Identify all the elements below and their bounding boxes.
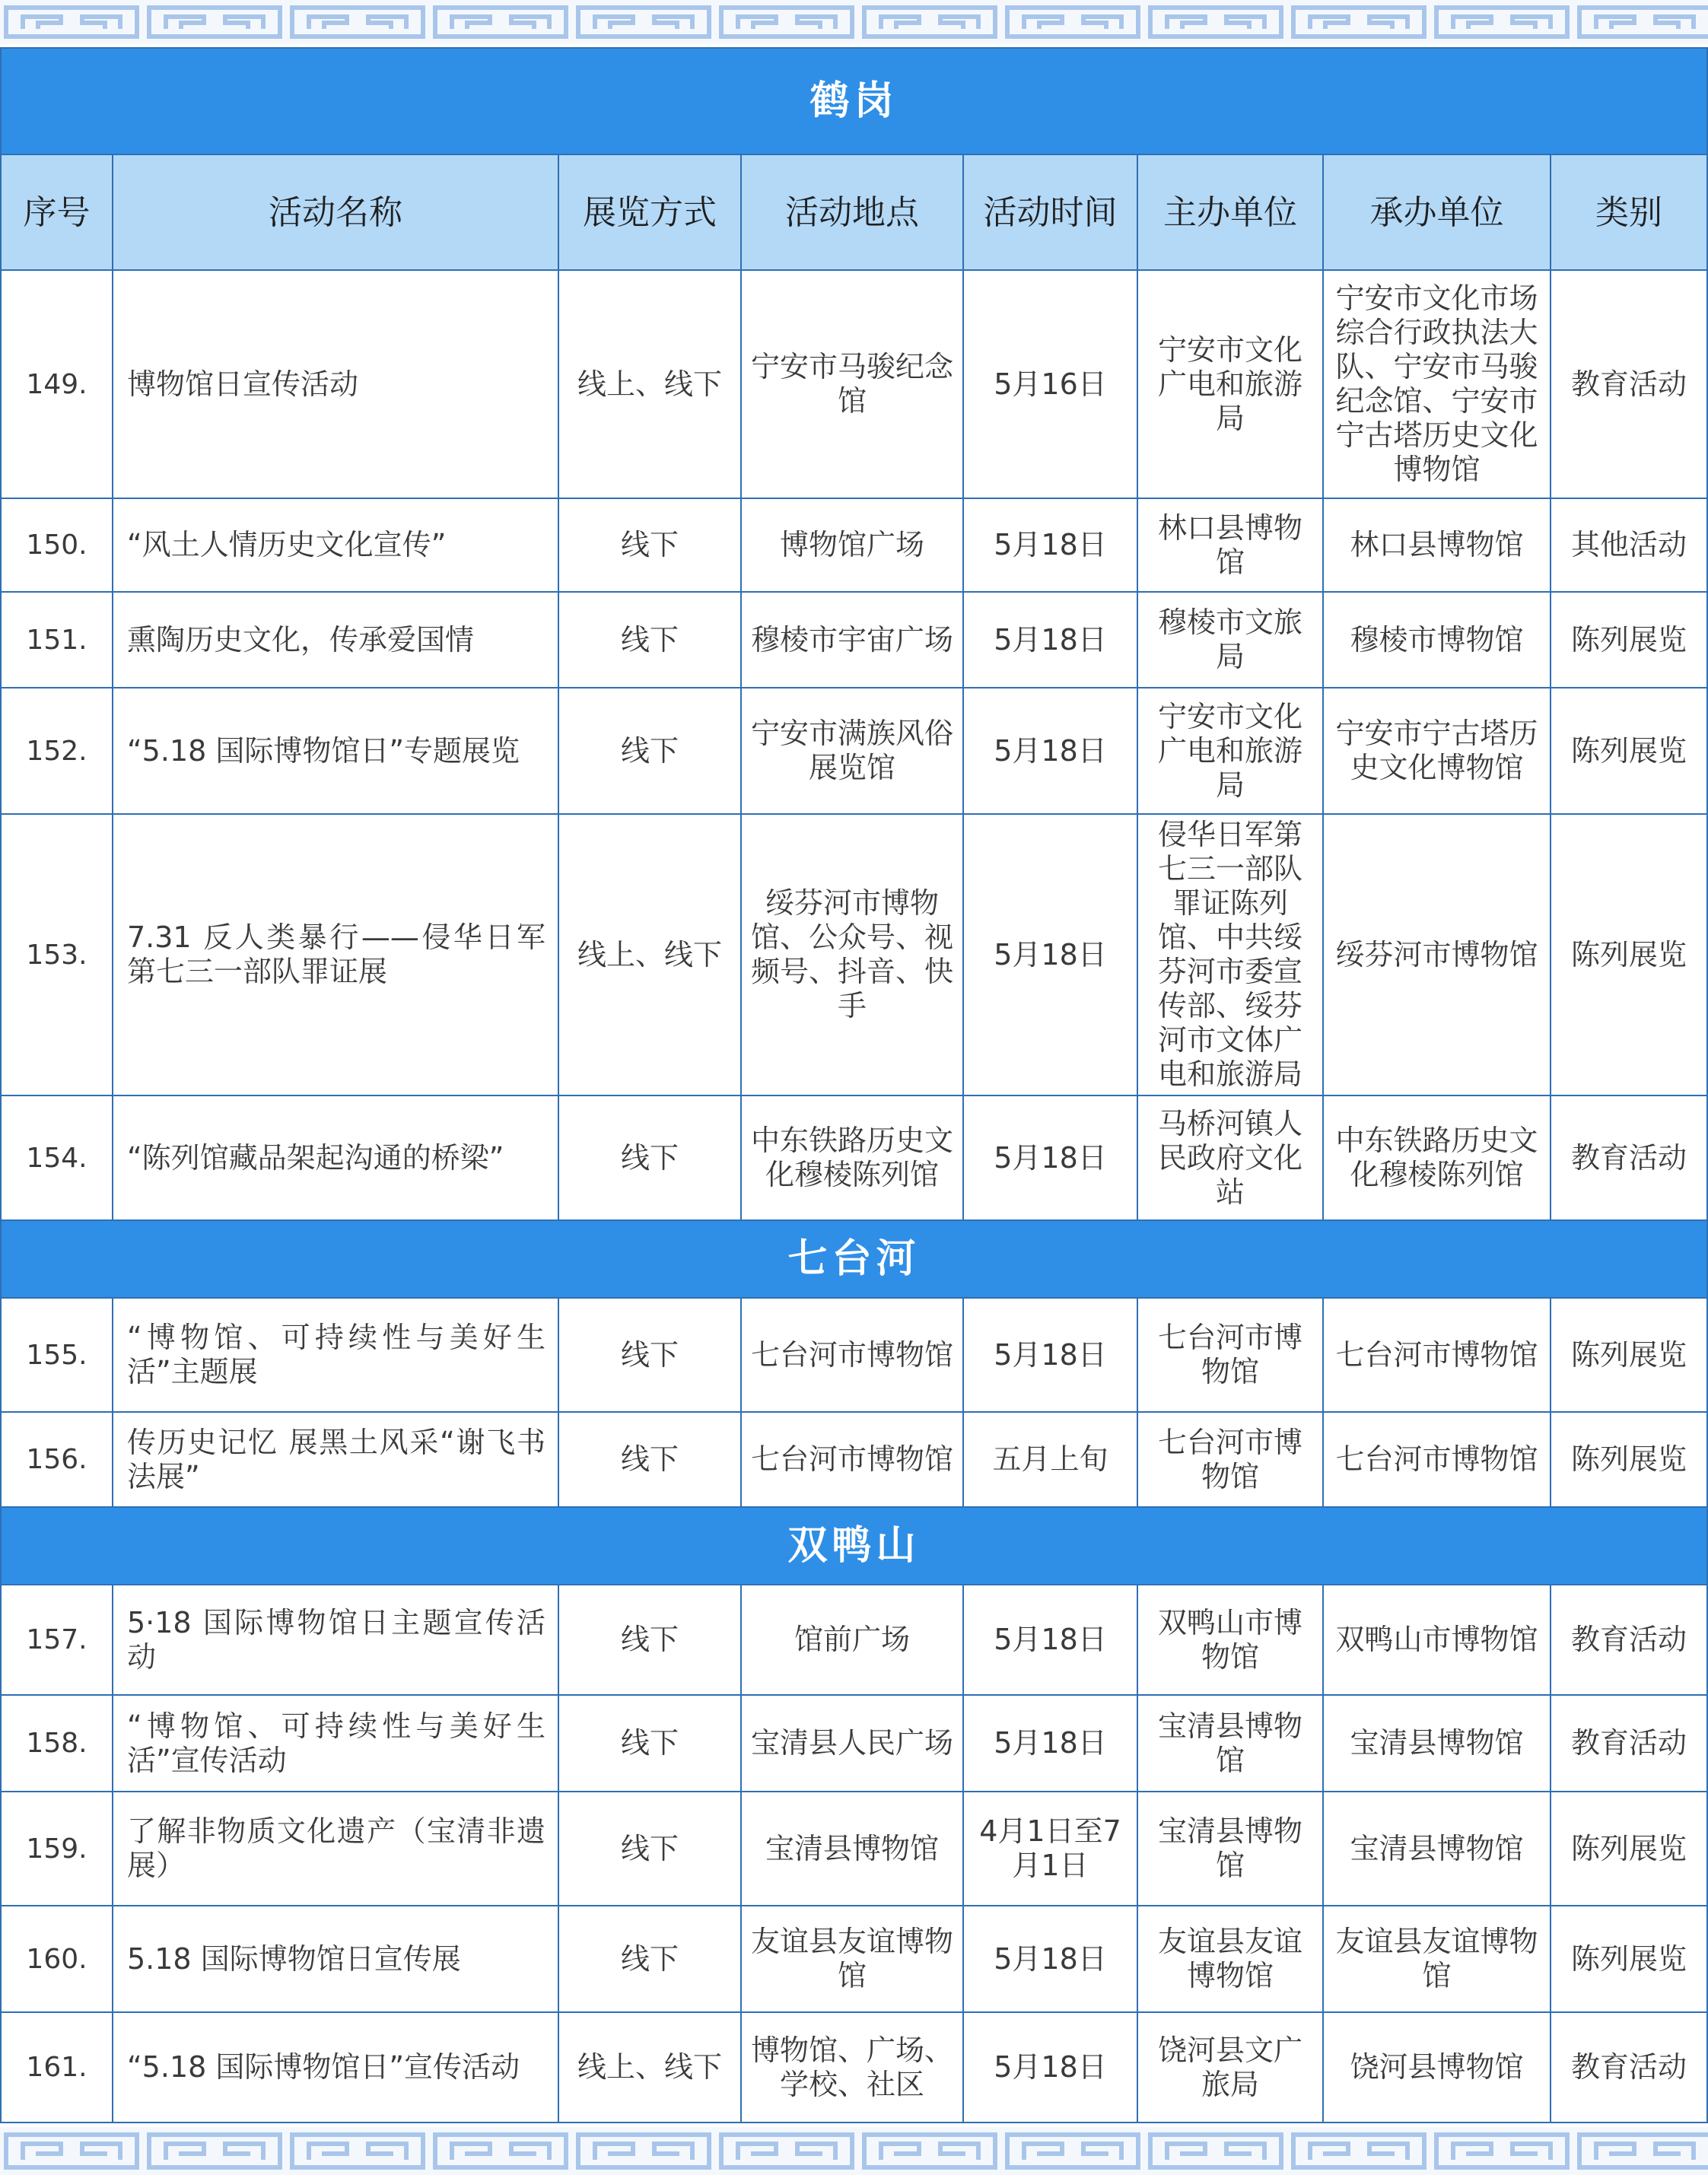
header-organizer: 承办单位	[1323, 154, 1551, 270]
cell-organizer: 宁安市宁古塔历史文化博物馆	[1323, 688, 1551, 814]
cell-mode: 线下	[558, 1298, 741, 1412]
cell-organizer: 双鸭山市博物馆	[1323, 1585, 1551, 1695]
region-title: 七台河	[1, 1220, 1707, 1298]
cell-time: 5月18日	[963, 688, 1137, 814]
cell-no: 151.	[1, 592, 113, 688]
table-row	[1, 1585, 1707, 1695]
region-row	[1, 1220, 1707, 1298]
cell-name: 熏陶历史文化，传承爱国情	[113, 592, 558, 688]
cell-time: 五月上旬	[963, 1412, 1137, 1507]
table-row	[1, 1095, 1707, 1220]
cell-host: 七台河市博物馆	[1137, 1412, 1323, 1507]
header-row	[1, 154, 1707, 270]
cell-place: 宁安市满族风俗展览馆	[741, 688, 963, 814]
cell-no: 153.	[1, 814, 113, 1095]
table-row	[1, 1412, 1707, 1507]
cell-name: 5·18 国际博物馆日主题宣传活动	[113, 1585, 558, 1695]
cell-time: 4月1日至7月1日	[963, 1792, 1137, 1906]
cell-organizer: 友谊县友谊博物馆	[1323, 1906, 1551, 2012]
cell-no: 160.	[1, 1906, 113, 2012]
table-row	[1, 688, 1707, 814]
cell-time: 5月18日	[963, 1906, 1137, 2012]
header-mode: 展览方式	[558, 154, 741, 270]
cell-mode: 线下	[558, 498, 741, 592]
cell-host: 饶河县文广旅局	[1137, 2012, 1323, 2123]
cell-place: 博物馆、广场、学校、社区	[741, 2012, 963, 2123]
cell-host: 宝清县博物馆	[1137, 1695, 1323, 1792]
region-title: 双鸭山	[1, 1507, 1707, 1585]
cell-place: 宝清县人民广场	[741, 1695, 963, 1792]
bottom-fret-border	[0, 2127, 1708, 2175]
cell-time: 5月18日	[963, 1095, 1137, 1220]
cell-type: 陈列展览	[1551, 592, 1707, 688]
cell-name: “博物馆、可持续性与美好生活”主题展	[113, 1298, 558, 1412]
cell-place: 七台河市博物馆	[741, 1298, 963, 1412]
cell-organizer: 宝清县博物馆	[1323, 1792, 1551, 1906]
cell-place: 七台河市博物馆	[741, 1412, 963, 1507]
table-row	[1, 814, 1707, 1095]
cell-name: 传历史记忆 展黑土风采“谢飞书法展”	[113, 1412, 558, 1507]
cell-host: 宁安市文化广电和旅游局	[1137, 688, 1323, 814]
cell-no: 156.	[1, 1412, 113, 1507]
cell-mode: 线下	[558, 1792, 741, 1906]
cell-mode: 线下	[558, 1695, 741, 1792]
cell-organizer: 林口县博物馆	[1323, 498, 1551, 592]
cell-name: “陈列馆藏品架起沟通的桥梁”	[113, 1095, 558, 1220]
header-time: 活动时间	[963, 154, 1137, 270]
table-row	[1, 1298, 1707, 1412]
cell-no: 157.	[1, 1585, 113, 1695]
cell-type: 其他活动	[1551, 498, 1707, 592]
cell-name: 博物馆日宣传活动	[113, 270, 558, 498]
cell-time: 5月18日	[963, 814, 1137, 1095]
cell-host: 穆棱市文旅局	[1137, 592, 1323, 688]
cell-name: 了解非物质文化遗产（宝清非遗展）	[113, 1792, 558, 1906]
fret-pattern-icon	[0, 2127, 1708, 2175]
table-row	[1, 1906, 1707, 2012]
cell-place: 中东铁路历史文化穆棱陈列馆	[741, 1095, 963, 1220]
cell-host: 七台河市博物馆	[1137, 1298, 1323, 1412]
cell-mode: 线下	[558, 592, 741, 688]
cell-mode: 线上、线下	[558, 814, 741, 1095]
cell-mode: 线上、线下	[558, 270, 741, 498]
top-fret-border	[0, 0, 1708, 44]
cell-time: 5月18日	[963, 1298, 1137, 1412]
cell-no: 150.	[1, 498, 113, 592]
cell-organizer: 饶河县博物馆	[1323, 2012, 1551, 2123]
cell-host: 侵华日军第七三一部队罪证陈列馆、中共绥芬河市委宣传部、绥芬河市文体广电和旅游局	[1137, 814, 1323, 1095]
cell-host: 双鸭山市博物馆	[1137, 1585, 1323, 1695]
cell-time: 5月18日	[963, 498, 1137, 592]
cell-name: 7.31 反人类暴行——侵华日军第七三一部队罪证展	[113, 814, 558, 1095]
cell-mode: 线下	[558, 688, 741, 814]
cell-time: 5月18日	[963, 1695, 1137, 1792]
table-row	[1, 270, 1707, 498]
cell-organizer: 宁安市文化市场综合行政执法大队、宁安市马骏纪念馆、宁安市宁古塔历史文化博物馆	[1323, 270, 1551, 498]
cell-place: 穆棱市宇宙广场	[741, 592, 963, 688]
cell-no: 161.	[1, 2012, 113, 2123]
cell-type: 教育活动	[1551, 270, 1707, 498]
cell-no: 149.	[1, 270, 113, 498]
cell-type: 教育活动	[1551, 1695, 1707, 1792]
activity-table-wrapper	[0, 47, 1708, 2123]
cell-type: 教育活动	[1551, 1585, 1707, 1695]
header-name: 活动名称	[113, 154, 558, 270]
table-row	[1, 2012, 1707, 2123]
cell-mode: 线下	[558, 1906, 741, 2012]
cell-name: “博物馆、可持续性与美好生活”宣传活动	[113, 1695, 558, 1792]
header-type: 类别	[1551, 154, 1707, 270]
cell-no: 152.	[1, 688, 113, 814]
table-row	[1, 1695, 1707, 1792]
header-place: 活动地点	[741, 154, 963, 270]
cell-organizer: 中东铁路历史文化穆棱陈列馆	[1323, 1095, 1551, 1220]
table-row	[1, 592, 1707, 688]
cell-time: 5月18日	[963, 592, 1137, 688]
cell-organizer: 穆棱市博物馆	[1323, 592, 1551, 688]
region-title: 鹤岗	[1, 48, 1707, 154]
region-row	[1, 48, 1707, 154]
cell-type: 陈列展览	[1551, 688, 1707, 814]
fret-pattern-icon	[0, 0, 1708, 44]
cell-place: 博物馆广场	[741, 498, 963, 592]
cell-type: 陈列展览	[1551, 1792, 1707, 1906]
cell-type: 陈列展览	[1551, 1412, 1707, 1507]
table-row	[1, 498, 1707, 592]
table-body	[1, 48, 1707, 2123]
table-row	[1, 1792, 1707, 1906]
cell-type: 教育活动	[1551, 2012, 1707, 2123]
cell-place: 友谊县友谊博物馆	[741, 1906, 963, 2012]
cell-host: 马桥河镇人民政府文化站	[1137, 1095, 1323, 1220]
header-host: 主办单位	[1137, 154, 1323, 270]
cell-name: “5.18 国际博物馆日”宣传活动	[113, 2012, 558, 2123]
cell-place: 馆前广场	[741, 1585, 963, 1695]
cell-mode: 线上、线下	[558, 2012, 741, 2123]
cell-organizer: 绥芬河市博物馆	[1323, 814, 1551, 1095]
cell-host: 林口县博物馆	[1137, 498, 1323, 592]
cell-host: 友谊县友谊博物馆	[1137, 1906, 1323, 2012]
cell-name: 5.18 国际博物馆日宣传展	[113, 1906, 558, 2012]
cell-no: 154.	[1, 1095, 113, 1220]
cell-type: 陈列展览	[1551, 1906, 1707, 2012]
cell-organizer: 七台河市博物馆	[1323, 1298, 1551, 1412]
cell-no: 155.	[1, 1298, 113, 1412]
cell-no: 159.	[1, 1792, 113, 1906]
cell-time: 5月18日	[963, 1585, 1137, 1695]
cell-place: 宁安市马骏纪念馆	[741, 270, 963, 498]
cell-place: 绥芬河市博物馆、公众号、视频号、抖音、快手	[741, 814, 963, 1095]
cell-time: 5月18日	[963, 2012, 1137, 2123]
cell-mode: 线下	[558, 1412, 741, 1507]
cell-type: 陈列展览	[1551, 1298, 1707, 1412]
cell-mode: 线下	[558, 1585, 741, 1695]
cell-name: “风土人情历史文化宣传”	[113, 498, 558, 592]
cell-host: 宁安市文化广电和旅游局	[1137, 270, 1323, 498]
cell-place: 宝清县博物馆	[741, 1792, 963, 1906]
activity-table	[0, 47, 1708, 2123]
region-row	[1, 1507, 1707, 1585]
cell-type: 陈列展览	[1551, 814, 1707, 1095]
cell-type: 教育活动	[1551, 1095, 1707, 1220]
cell-time: 5月16日	[963, 270, 1137, 498]
header-no: 序号	[1, 154, 113, 270]
cell-name: “5.18 国际博物馆日”专题展览	[113, 688, 558, 814]
cell-no: 158.	[1, 1695, 113, 1792]
cell-mode: 线下	[558, 1095, 741, 1220]
cell-organizer: 七台河市博物馆	[1323, 1412, 1551, 1507]
cell-organizer: 宝清县博物馆	[1323, 1695, 1551, 1792]
cell-host: 宝清县博物馆	[1137, 1792, 1323, 1906]
